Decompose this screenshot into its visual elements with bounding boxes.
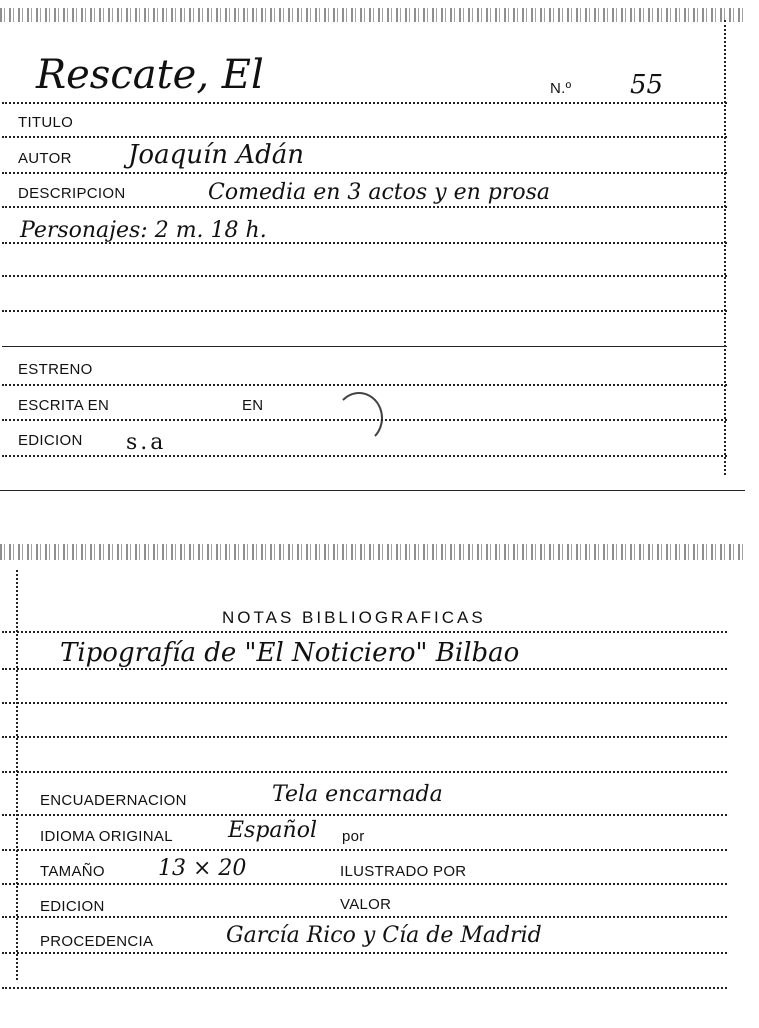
- c2-rule-11: [2, 987, 727, 989]
- top-edge-noise: [0, 8, 745, 22]
- procedencia-label: PROCEDENCIA: [40, 933, 154, 950]
- estreno-label: ESTRENO: [18, 361, 93, 378]
- tamano-label: TAMAÑO: [40, 863, 105, 880]
- descripcion-label: DESCRIPCION: [18, 185, 126, 202]
- encuadernacion-value: Tela encarnada: [272, 782, 443, 807]
- procedencia-value: García Rico y Cía de Madrid: [226, 923, 542, 948]
- stamp-mark: [335, 392, 383, 444]
- rule-11: [2, 455, 727, 457]
- rule-8: [2, 346, 727, 347]
- en-label: EN: [242, 397, 264, 414]
- rule-7: [2, 310, 727, 312]
- autor-label: AUTOR: [18, 150, 72, 167]
- edicion-label-2: EDICION: [40, 898, 105, 915]
- catalog-card-2: [0, 540, 745, 1028]
- rule-1: [2, 102, 727, 104]
- encuadernacion-label: ENCUADERNACION: [40, 792, 187, 809]
- tamano-value: 13 × 20: [158, 856, 247, 881]
- titulo-label: TITULO: [18, 114, 74, 131]
- c2-rule-8: [2, 883, 727, 885]
- c2-rule-3: [2, 702, 727, 704]
- rule-10: [2, 419, 727, 421]
- c2-rule-4: [2, 736, 727, 738]
- c2-rule-10: [2, 952, 727, 954]
- c2-rule-2: [2, 668, 727, 670]
- card1-bottom-edge: [0, 490, 745, 491]
- idioma-value: Español: [228, 818, 317, 843]
- c2-rule-6: [2, 814, 727, 816]
- top-edge-noise-2: [0, 544, 745, 560]
- edicion-label: EDICION: [18, 432, 83, 449]
- rule-6: [2, 275, 727, 277]
- c2-rule-7: [2, 849, 727, 851]
- c2-rule-5: [2, 771, 727, 773]
- number-label: N.º: [550, 80, 572, 97]
- notas-heading: NOTAS BIBLIOGRAFICAS: [222, 608, 486, 627]
- valor-label: VALOR: [340, 896, 392, 913]
- rule-4: [2, 206, 727, 208]
- idioma-label: IDIOMA ORIGINAL: [40, 828, 173, 845]
- rule-9: [2, 384, 727, 386]
- ilustrado-label: ILUSTRADO POR: [340, 863, 467, 880]
- catalog-card-1: [0, 0, 745, 495]
- title-handwritten: Rescate, El: [36, 52, 264, 98]
- edicion-value: s.a: [126, 430, 167, 455]
- rule-5: [2, 242, 727, 244]
- card-right-border: [724, 20, 726, 475]
- descripcion-value: Comedia en 3 actos y en prosa: [208, 180, 551, 205]
- notes-value: Tipografía de "El Noticiero" Bilbao: [60, 638, 520, 668]
- por-label: por: [342, 828, 365, 845]
- autor-value: Joaquín Adán: [128, 140, 304, 170]
- number-value: 55: [630, 70, 664, 100]
- c2-rule-1: [2, 631, 727, 633]
- rule-2: [2, 136, 727, 138]
- escrita-en-label: ESCRITA EN: [18, 397, 110, 414]
- rule-3: [2, 172, 727, 174]
- personajes-value: Personajes: 2 m. 18 h.: [20, 218, 267, 243]
- c2-rule-9: [2, 916, 727, 918]
